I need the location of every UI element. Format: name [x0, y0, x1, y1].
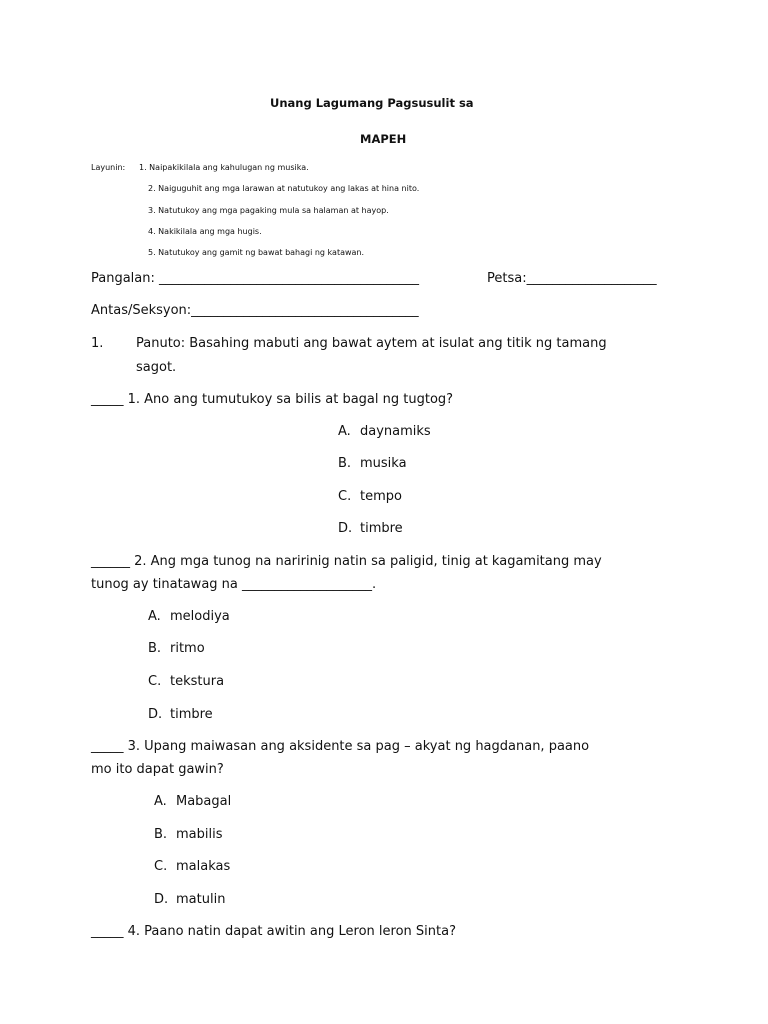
question-2: ______ 2. Ang mga tunog na naririnig natin sa paligid, tinig at kagamitang may	[91, 554, 602, 569]
objectives-label: Layunin:	[91, 163, 126, 172]
question-2-cont: tunog ay tinatawag na ____________________.	[91, 577, 377, 592]
option-letter: B.	[154, 827, 168, 842]
option-letter: D.	[154, 892, 169, 907]
question-3-option-c	[154, 859, 230, 874]
option-text: melodiya	[170, 609, 230, 624]
question-2-option-b	[148, 641, 205, 656]
question-1: _____ 1. Ano ang tumutukoy sa bilis at bagal ng tugtog?	[91, 392, 454, 407]
option-letter: A.	[154, 794, 167, 809]
question-3-option-d	[154, 892, 225, 907]
question-1-option-a	[338, 424, 431, 439]
name-field: Pangalan: ________________________________________	[91, 271, 420, 286]
option-letter: B.	[338, 456, 352, 471]
option-text: musika	[360, 456, 407, 471]
option-letter: A.	[338, 424, 351, 439]
option-text: ritmo	[170, 641, 205, 656]
question-1-option-b	[338, 456, 407, 471]
option-text: malakas	[176, 859, 231, 874]
option-letter: D.	[338, 521, 353, 536]
question-3-cont: mo ito dapat gawin?	[91, 762, 224, 777]
objective-item: 1. Naipakikilala ang kahulugan ng musika.	[139, 163, 309, 172]
question-2-option-c	[148, 674, 224, 689]
objective-item: 4. Nakikilala ang mga hugis.	[148, 227, 262, 236]
question-4: _____ 4. Paano natin dapat awitin ang Leron leron Sinta?	[91, 924, 456, 939]
title-line-2: MAPEH	[360, 132, 407, 146]
option-letter: C.	[148, 674, 162, 689]
section-field: Antas/Seksyon:___________________________________	[91, 303, 419, 318]
option-letter: B.	[148, 641, 162, 656]
question-2-option-a	[148, 609, 230, 624]
title-line-1: Unang Lagumang Pagsusulit sa	[270, 96, 474, 110]
question-3: _____ 3. Upang maiwasan ang aksidente sa pag – akyat ng hagdanan, paano	[91, 739, 590, 754]
option-text: timbre	[170, 707, 213, 722]
question-1-option-d	[338, 521, 403, 536]
option-text: matulin	[176, 892, 226, 907]
option-letter: D.	[148, 707, 163, 722]
question-3-option-b	[154, 827, 223, 842]
option-text: mabilis	[176, 827, 223, 842]
instructions-text-cont: sagot.	[136, 360, 177, 375]
question-1-option-c	[338, 489, 402, 504]
instructions-text: Panuto: Basahing mabuti ang bawat aytem at isulat ang titik ng tamang	[136, 336, 607, 351]
option-letter: C.	[154, 859, 168, 874]
option-text: daynamiks	[360, 424, 431, 439]
option-text: Mabagal	[176, 794, 232, 809]
objective-item: 5. Natutukoy ang gamit ng bawat bahagi ng katawan.	[148, 248, 365, 257]
objective-item: 2. Naiguguhit ang mga larawan at natutukoy ang lakas at hina nito.	[148, 184, 420, 193]
option-text: tempo	[360, 489, 402, 504]
option-text: tekstura	[170, 674, 225, 689]
option-text: timbre	[360, 521, 403, 536]
option-letter: A.	[148, 609, 161, 624]
date-field: Petsa:____________________	[487, 271, 657, 286]
question-3-option-a	[154, 794, 231, 809]
instructions-number: 1.	[91, 336, 104, 351]
option-letter: C.	[338, 489, 352, 504]
question-2-option-d	[148, 707, 213, 722]
objective-item: 3. Natutukoy ang mga pagaking mula sa halaman at hayop.	[148, 206, 389, 215]
